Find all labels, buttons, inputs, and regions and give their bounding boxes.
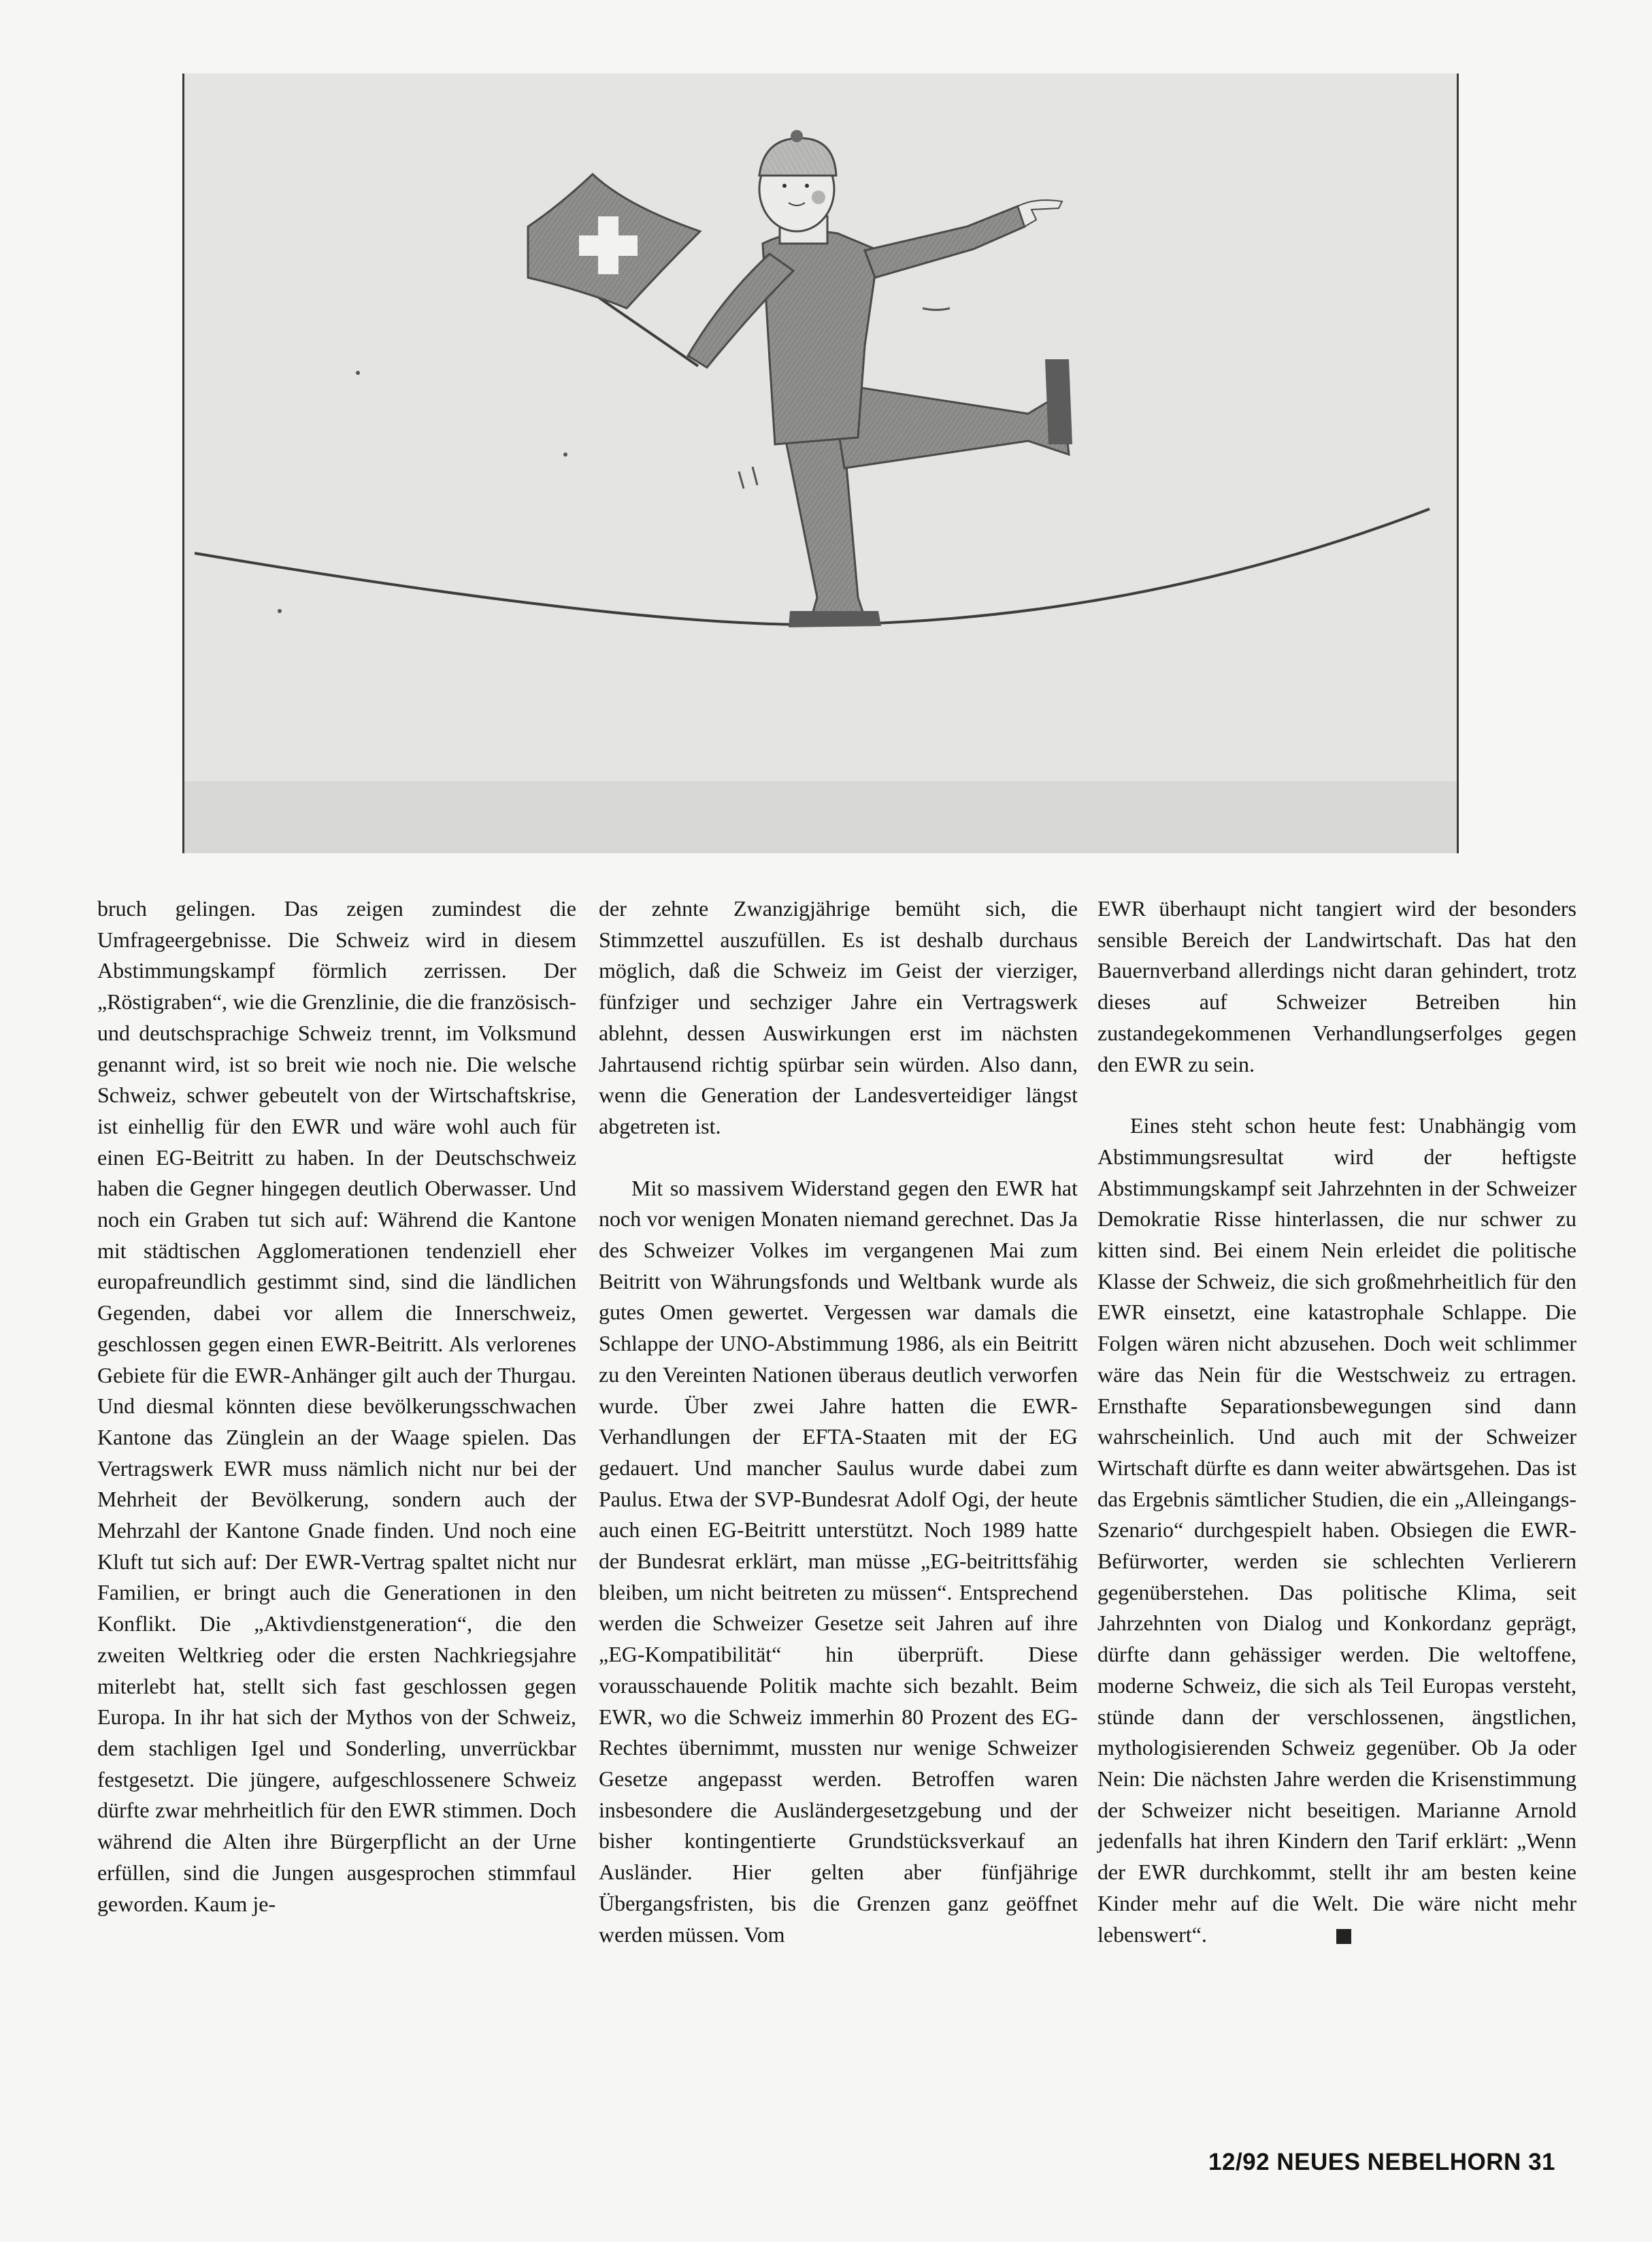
page-footer bbox=[1208, 2149, 1555, 2176]
paragraph: bruch gelingen. Das zeigen zumindest die Umfrageergebnisse. Die Schweiz wird in diesem Abstimmungskampf förmlich zerrissen. Der „Röstigraben“, wie die Grenzlinie, die die französisch- und deutschsprachige Schweiz trennt, im Volksmund genannt wird, ist so breit wie noch nie. Die welsche Schweiz, schwer gebeutelt von der Wirtschaftskrise, ist einhellig für den EWR und wäre wohl auch für einen EG-Beitritt zu haben. In der Deutschschweiz haben die Gegner hingegen deutlich Oberwasser. Und noch ein Graben tut sich auf: Während die Kantone mit städtischen Agglomerationen tendenziell eher europafreundlich gestimmt sind, sind die ländlichen Gegenden, dabei vor allem die Innerschweiz, geschlossen gegen einen EWR-Beitritt. Als verlorenes Gebiete für die EWR-Anhänger gilt auch der Thurgau. Und diesmal könnten diese bevölkerungsschwachen Kantone das Zünglein an der Waage spielen. Das Vertragswerk EWR muss nämlich nicht nur bei der Mehrheit der Bevölkerung, sondern auch der Mehrzahl der Kantone Gnade finden. Und noch eine Kluft tut sich auf: Der EWR-Vertrag spaltet nicht nur Familien, er bringt auch die Generationen in den Konflikt. Die „Aktivdienstgeneration“, die den zweiten Weltkrieg oder die ersten Nachkriegsjahre miterlebt hat, stellt sich fast geschlossen gegen Europa. In ihr hat sich der Mythos von der Schweiz, dem stachligen Igel und Sonderling, unverrückbar festgesetzt. Die jüngere, aufgeschlossenere Schweiz dürfte zwar mehrheitlich für den EWR stimmen. Doch während die Alten ihre Bürgerpflicht an der Urne erfüllen, sind die Jungen ausgesprochen stimmfaul geworden. Kaum je- bbox=[97, 896, 576, 1916]
paragraph: der zehnte Zwanzigjährige bemüht sich, die Stimmzettel auszufüllen. Es ist deshalb durchaus möglich, daß die Schweiz im Geist der vierziger, fünfziger und sechziger Jahre ein Vertragswerk ablehnt, dessen Auswirkungen erst im nächsten Jahrtausend richtig spürbar sein würden. Also dann, wenn die Generation der Landesverteidiger längst abgetreten ist. bbox=[599, 896, 1078, 1138]
paragraph bbox=[1097, 1110, 1576, 1950]
paragraph: Mit so massivem Widerstand gegen den EWR hat noch vor wenigen Monaten niemand gerechnet. Das Ja des Schweizer Volkes im vergangenen Mai zum Beitritt von Währungsfonds und Weltbank wurde als gutes Omen gewertet. Vergessen war damals die Schlappe der UNO-Abstimmung 1986, als ein Beitritt zu den Vereinten Nationen überaus deutlich verworfen wurde. Über zwei Jahre hatten die EWR-Verhandlungen der EFTA-Staaten mit der EG gedauert. Und mancher Saulus wurde dabei zum Paulus. Etwa der SVP-Bundesrat Adolf Ogi, der heute auch einen EG-Beitritt unterstützt. Noch 1989 hatte der Bundesrat erklärt, man müsse „EG-beitrittsfähig bleiben, um nicht beitreten zu müssen“. Entsprechend werden die Schweizer Gesetze seit Jahren auf ihre „EG-Kompatibilität“ hin überprüft. Diese vorausschauende Politik machte sich bezahlt. Beim EWR, wo die Schweiz immerhin 80 Prozent des EG-Rechtes übernimmt, mussten nur wenige Schweizer Gesetze angepasst werden. Betroffen waren insbesondere die Ausländergesetzgebung und der bisher kontingentierte Grundstücksverkauf an Ausländer. Hier gelten aber fünfjährige Übergangsfristen, bis die Grenzen ganz geöffnet werden müssen. Vom bbox=[599, 1175, 1078, 1947]
paragraph: EWR überhaupt nicht tangiert wird der besonders sensible Bereich der Landwirtschaft. Das hat den Bauernverband allerdings nicht daran gehindert, trotz dieses auf Schweizer Betreiben hin zustandegekommenen Verhandlungserfolges gegen den EWR zu sein. bbox=[1097, 896, 1576, 1076]
magazine-name: NEUES NEBELHORN bbox=[1276, 2149, 1521, 2175]
page-number: 31 bbox=[1528, 2149, 1555, 2175]
issue-number: 12/92 bbox=[1208, 2149, 1270, 2175]
article-column-1 bbox=[97, 893, 576, 1919]
article-illustration bbox=[182, 73, 1459, 853]
end-of-article-icon: ▸ bbox=[1336, 1929, 1351, 1944]
paragraph-text: Eines steht schon heute fest: Unabhängig vom Abstimmungsresultat wird der heftigste Abstimmungskampf seit Jahrzehnten in der Schweizer Demokratie Risse hinterlassen, die nur schwer zu kitten sind. Bei einem Nein erleidet die politische Klasse der Schweiz, die sich großmehrheitlich für den EWR einsetzt, eine katastrophale Schlappe. Die Folgen wären nicht abzusehen. Doch weit schlimmer wäre das Nein für die Westschweiz zu ertragen. Ernsthafte Separationsbewegungen sind dann wahrscheinlich. Und auch mit der Schweizer Wirtschaft dürfte es dann weiter abwärtsgehen. Das ist das Ergebnis sämtlicher Studien, die ein „Alleingangs-Szenario“ durchgespielt haben. Obsiegen die EWR-Befürworter, werden sie schlechten Verlierern gegenüberstehen. Das politische Klima, seit Jahrzehnten von Dialog und Konkordanz geprägt, dürfte dann gehässiger werden. Die weltoffene, moderne Schweiz, die sich als Teil Europas versteht, stünde dann der verschlossenen, ängstlichen, mythologisierenden Schweiz gegenüber. Ob Ja oder Nein: Die nächsten Jahre werden die Krisenstimmung der Schweizer nicht beseitigen. Marianne Arnold jedenfalls hat ihren Kindern den Tarif erklärt: „Wenn der EWR durchkommt, stellt ihr am besten keine Kinder mehr auf die Welt. Die wäre nicht mehr lebenswert“. bbox=[1097, 1113, 1576, 1947]
tightrope-walker-drawing bbox=[184, 73, 1457, 853]
article-column-3 bbox=[1097, 893, 1576, 1950]
article-column-2 bbox=[599, 893, 1078, 1950]
